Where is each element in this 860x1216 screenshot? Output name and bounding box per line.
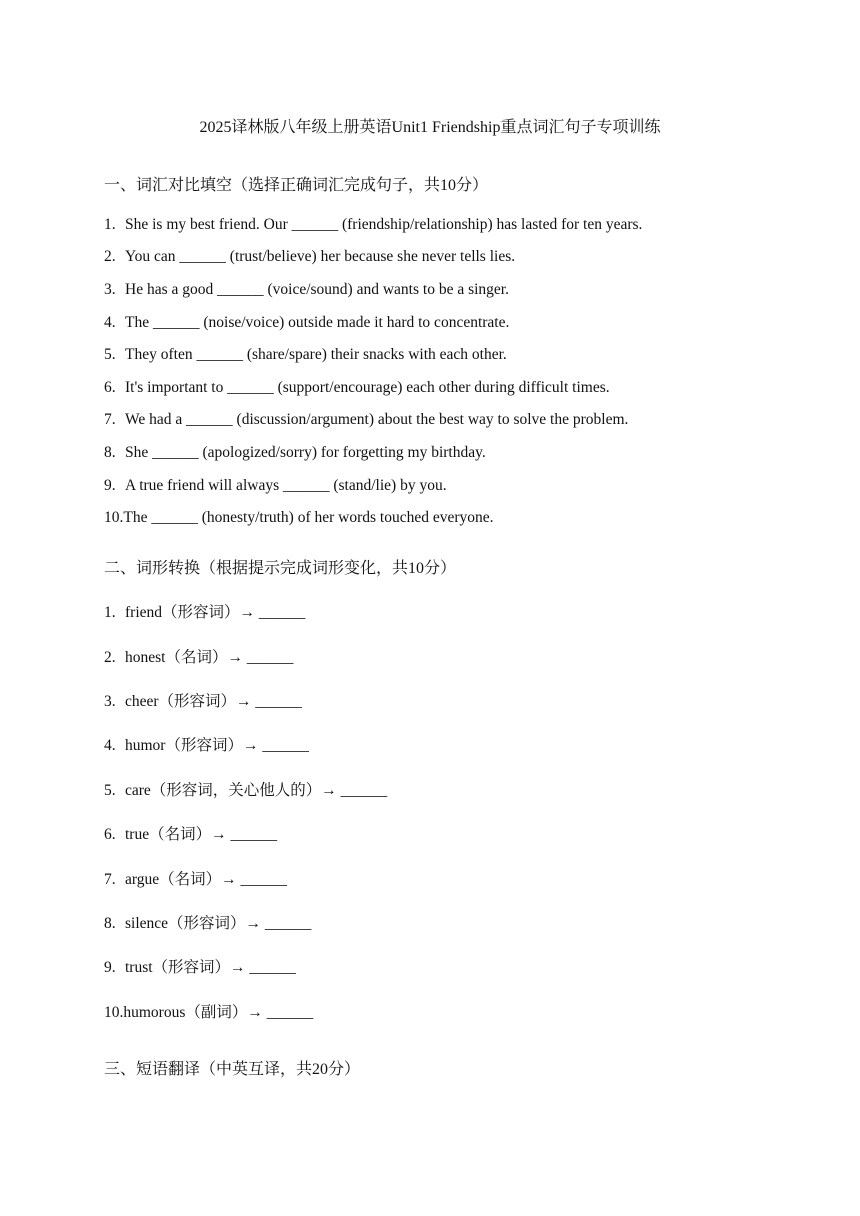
section-1-item-10 <box>104 508 494 528</box>
item-text: care（形容词，关心他人的）→ ______ <box>125 782 388 799</box>
item-text: We had a ______ (discussion/argument) about the best way to solve the problem. <box>125 411 629 428</box>
item-number: 10. <box>104 1004 124 1021</box>
section-2-item-5 <box>104 781 387 801</box>
item-number: 10. <box>104 509 124 526</box>
item-text: humor（形容词）→ ______ <box>125 737 309 754</box>
section-2-item-3 <box>104 692 302 712</box>
section-1-heading: 一、词汇对比填空（选择正确词汇完成句子，共10分） <box>104 177 489 194</box>
item-text: You can ______ (trust/believe) her because she never tells lies. <box>125 248 516 265</box>
section-2-item-2 <box>104 648 293 668</box>
section-1-item-8 <box>104 443 486 463</box>
item-number: 4. <box>104 737 116 754</box>
item-text: The ______ (noise/voice) outside made it hard to concentrate. <box>125 314 510 331</box>
item-number: 5. <box>104 346 116 363</box>
item-text: trust（形容词）→ ______ <box>125 959 296 976</box>
item-text: She is my best friend. Our ______ (friendship/relationship) has lasted for ten years. <box>125 216 643 233</box>
item-number: 1. <box>104 216 116 233</box>
section-1-item-7 <box>104 410 628 430</box>
item-text: cheer（形容词）→ ______ <box>125 693 302 710</box>
item-number: 1. <box>104 604 116 621</box>
item-text: A true friend will always ______ (stand/lie) by you. <box>125 477 447 494</box>
item-text: silence（形容词）→ ______ <box>125 915 312 932</box>
section-1-item-6 <box>104 378 610 398</box>
item-text: humorous（副词）→ ______ <box>123 1004 314 1021</box>
item-number: 7. <box>104 871 116 888</box>
item-text: friend（形容词）→ ______ <box>125 604 306 621</box>
section-2-item-9 <box>104 958 296 978</box>
item-number: 8. <box>104 915 116 932</box>
section-1-item-4 <box>104 313 509 333</box>
item-number: 6. <box>104 379 116 396</box>
section-2-item-6 <box>104 825 277 845</box>
section-1-item-3 <box>104 280 509 300</box>
item-text: true（名词）→ ______ <box>125 826 277 843</box>
document-title: 2025译林版八年级上册英语Unit1 Friendship重点词汇句子专项训练 <box>199 119 661 136</box>
item-number: 2. <box>104 248 116 265</box>
section-2-item-1 <box>104 603 305 623</box>
section-2-item-10 <box>104 1003 313 1023</box>
section-1-item-9 <box>104 476 447 496</box>
section-1-item-2 <box>104 247 515 267</box>
item-number: 8. <box>104 444 116 461</box>
item-number: 3. <box>104 281 116 298</box>
item-number: 9. <box>104 477 116 494</box>
item-number: 4. <box>104 314 116 331</box>
item-number: 5. <box>104 782 116 799</box>
section-2-heading: 二、词形转换（根据提示完成词形变化，共10分） <box>104 560 457 577</box>
section-2-item-7 <box>104 870 287 890</box>
section-2-item-8 <box>104 914 311 934</box>
item-number: 6. <box>104 826 116 843</box>
section-3-heading: 三、短语翻译（中英互译，共20分） <box>104 1061 361 1078</box>
item-text: They often ______ (share/spare) their snacks with each other. <box>125 346 507 363</box>
item-number: 3. <box>104 693 116 710</box>
item-text: She ______ (apologized/sorry) for forgetting my birthday. <box>125 444 486 461</box>
item-number: 7. <box>104 411 116 428</box>
item-text: The ______ (honesty/truth) of her words touched everyone. <box>123 509 494 526</box>
section-1-item-1 <box>104 215 642 235</box>
item-text: argue（名词）→ ______ <box>125 871 288 888</box>
item-text: It's important to ______ (support/encourage) each other during difficult times. <box>125 379 610 396</box>
item-text: He has a good ______ (voice/sound) and wants to be a singer. <box>125 281 509 298</box>
item-text: honest（名词）→ ______ <box>125 649 294 666</box>
item-number: 2. <box>104 649 116 666</box>
section-1-item-5 <box>104 345 507 365</box>
section-2-item-4 <box>104 736 309 756</box>
item-number: 9. <box>104 959 116 976</box>
